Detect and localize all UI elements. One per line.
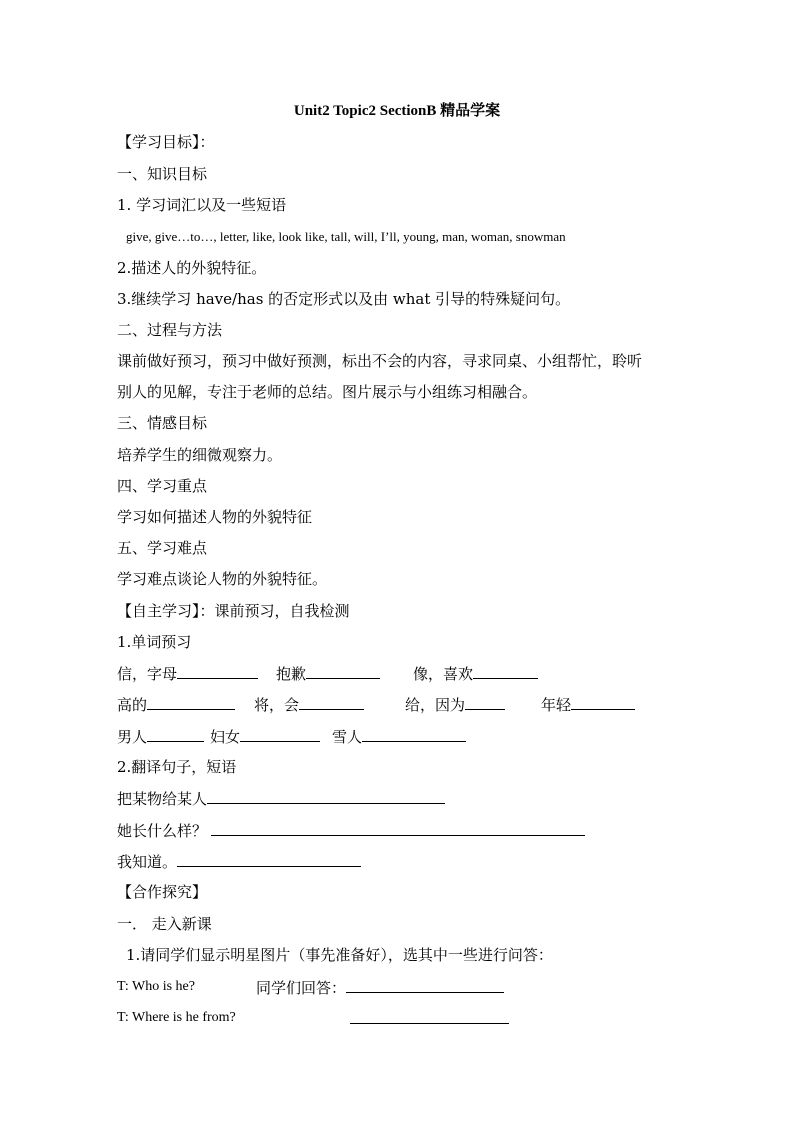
translate-blank-give[interactable]	[207, 788, 445, 804]
word-blank-snowman[interactable]	[362, 726, 466, 742]
answer-blank-1[interactable]	[346, 977, 504, 993]
goals-header: 【学习目标】：	[117, 133, 215, 151]
answer-blank-2[interactable]	[350, 1008, 509, 1024]
words-header: 1.单词预习	[117, 633, 192, 651]
process-header: 二、过程与方法	[117, 321, 223, 339]
translate-header: 2.翻译句子，短语	[117, 758, 237, 776]
translate-label: 把某物给某人	[117, 790, 208, 808]
word-label: 给，因为	[405, 696, 466, 714]
word-blank-young[interactable]	[571, 694, 635, 710]
word-label: 男人	[117, 728, 148, 746]
translate-blank-i-know[interactable]	[177, 851, 361, 867]
word-item-sorry	[276, 663, 380, 684]
word-blank-letter[interactable]	[177, 663, 258, 679]
translate-label: 我知道。	[117, 853, 178, 871]
word-blank-man[interactable]	[147, 726, 204, 742]
word-blank-tall[interactable]	[147, 694, 235, 710]
word-label: 年轻	[541, 696, 572, 714]
question-2: T: Where is he from?	[117, 1010, 236, 1025]
knowledge-header: 一、知识目标	[117, 165, 208, 183]
knowledge-item-2: 2.描述人的外貌特征。	[117, 259, 267, 277]
translate-item-look-like	[117, 820, 585, 841]
answer-item-1	[256, 977, 504, 998]
word-label: 将，会	[254, 696, 300, 714]
translate-label: 她长什么样？	[117, 822, 208, 840]
word-item-like	[413, 663, 538, 684]
knowledge-item-1: 1. 学习词汇以及一些短语	[117, 196, 287, 214]
process-text-2: 别人的见解，专注于老师的总结。图片展示与小组练习相融合。	[117, 383, 538, 401]
section-1-title: 一． 走入新课	[117, 915, 212, 933]
word-blank-will[interactable]	[299, 694, 364, 710]
word-blank-sorry[interactable]	[306, 663, 380, 679]
difficult-text: 学习难点谈论人物的外貌特征。	[117, 570, 328, 588]
translate-item-give	[117, 788, 445, 809]
word-item-man	[117, 726, 204, 747]
question-1: T: Who is he?	[117, 979, 195, 994]
process-text-1: 课前做好预习，预习中做好预测，标出不会的内容，寻求同桌、小组帮忙，聆听	[117, 352, 643, 370]
difficult-header: 五、学习难点	[117, 539, 208, 557]
word-item-woman	[210, 726, 320, 747]
word-item-letter	[117, 663, 258, 684]
word-item-give	[405, 694, 505, 715]
word-item-will	[254, 694, 364, 715]
word-label: 像，喜欢	[413, 665, 474, 683]
word-blank-woman[interactable]	[240, 726, 320, 742]
word-item-snowman	[332, 726, 466, 747]
key-text: 学习如何描述人物的外貌特征	[117, 508, 313, 526]
emotion-header: 三、情感目标	[117, 414, 208, 432]
self-study-header: 【自主学习】：课前预习，自我检测	[117, 602, 350, 620]
word-label: 抱歉	[276, 665, 307, 683]
word-label: 信，字母	[117, 665, 178, 683]
word-label: 高的	[117, 696, 148, 714]
word-label: 妇女	[210, 728, 241, 746]
cooperation-header: 【合作探究】	[117, 883, 208, 901]
translate-blank-look-like[interactable]	[211, 820, 585, 836]
key-header: 四、学习重点	[117, 477, 208, 495]
word-label: 雪人	[332, 728, 363, 746]
task-1: 1.请同学们显示明星图片（事先准备好），选其中一些进行问答：	[126, 946, 553, 964]
word-blank-like[interactable]	[473, 663, 538, 679]
word-item-young	[541, 694, 635, 715]
vocabulary-list: give, give…to…, letter, like, look like, tall, will, I’ll, young, man, woman, snowman	[126, 229, 566, 244]
document-title: Unit2 Topic2 SectionB 精品学案	[293, 103, 501, 119]
word-blank-give[interactable]	[465, 694, 505, 710]
answer-label: 同学们回答：	[256, 979, 347, 997]
translate-item-i-know	[117, 851, 361, 872]
word-item-tall	[117, 694, 235, 715]
emotion-text: 培养学生的细微观察力。	[117, 446, 283, 464]
knowledge-item-3: 3.继续学习 have/has 的否定形式以及由 what 引导的特殊疑问句。	[117, 290, 571, 308]
